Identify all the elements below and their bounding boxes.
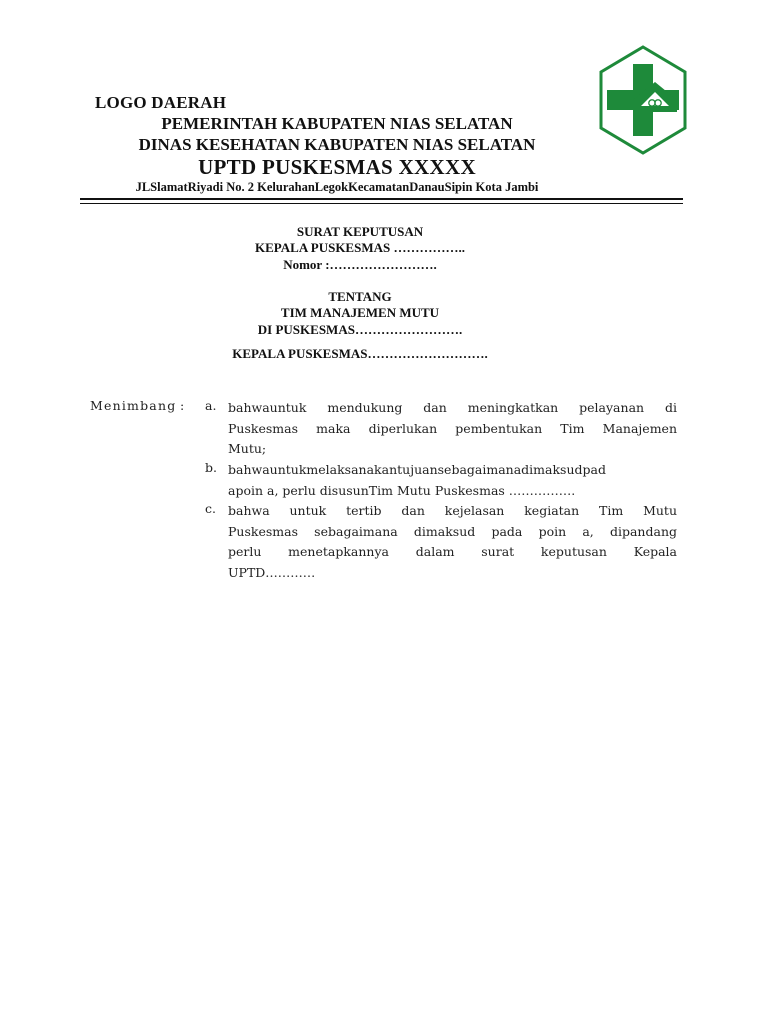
decree-issuer: KEPALA PUSKESMAS …………….. bbox=[255, 240, 465, 255]
header-address: JLSlamatRiyadi No. 2 KelurahanLegokKecamatanDanauSipin Kota Jambi bbox=[135, 180, 539, 194]
item-text bbox=[228, 460, 677, 501]
menimbang-label: Menimbang bbox=[90, 398, 177, 413]
item-text bbox=[228, 501, 677, 583]
logo-daerah-text: LOGO DAERAH bbox=[95, 93, 227, 112]
item-line: bahwauntukmelaksanakantujuansebagaimanadimaksudpad bbox=[228, 462, 606, 477]
menimbang-colon: : bbox=[180, 398, 185, 413]
header-government: PEMERINTAH KABUPATEN NIAS SELATAN bbox=[161, 114, 513, 133]
item-line: UPTD………… bbox=[228, 564, 316, 580]
decree-number: Nomor :……………………. bbox=[283, 257, 437, 272]
item-letter: b. bbox=[205, 460, 217, 475]
header-rule-thin bbox=[80, 203, 683, 204]
decree-kepala: KEPALA PUSKESMAS………………………. bbox=[232, 346, 488, 361]
item-line: bahwauntuk mendukung dan meningkatkan pelayanan di bbox=[228, 400, 677, 415]
item-line: Puskesmas sebagaimana dimaksud pada poin a, dipandang bbox=[228, 523, 677, 539]
decree-tentang: TENTANG bbox=[328, 289, 392, 304]
item-line: Mutu; bbox=[228, 441, 267, 456]
item-line: Puskesmas maka diperlukan pembentukan Tim Manajemen bbox=[228, 420, 677, 436]
decree-title: SURAT KEPUTUSAN bbox=[296, 224, 424, 239]
decree-subject: TIM MANAJEMEN MUTU bbox=[280, 305, 440, 320]
header-department: DINAS KESEHATAN KABUPATEN NIAS SELATAN bbox=[138, 135, 536, 154]
item-text bbox=[228, 398, 677, 460]
item-line: bahwa untuk tertib dan kejelasan kegiatan Tim Mutu bbox=[228, 503, 677, 518]
item-letter: a. bbox=[205, 398, 217, 413]
item-letter: c. bbox=[205, 501, 216, 516]
header-rule-thick bbox=[80, 198, 683, 200]
item-line: apoin a, perlu disusunTim Mutu Puskesmas ……………. bbox=[228, 482, 576, 498]
header-puskesmas: UPTD PUSKESMAS XXXXX bbox=[198, 155, 476, 179]
puskesmas-logo-icon bbox=[597, 44, 689, 156]
decree-subject-location: DI PUSKESMAS……………………. bbox=[257, 322, 463, 337]
item-line: perlu menetapkannya dalam surat keputusan Kepala bbox=[228, 544, 677, 559]
